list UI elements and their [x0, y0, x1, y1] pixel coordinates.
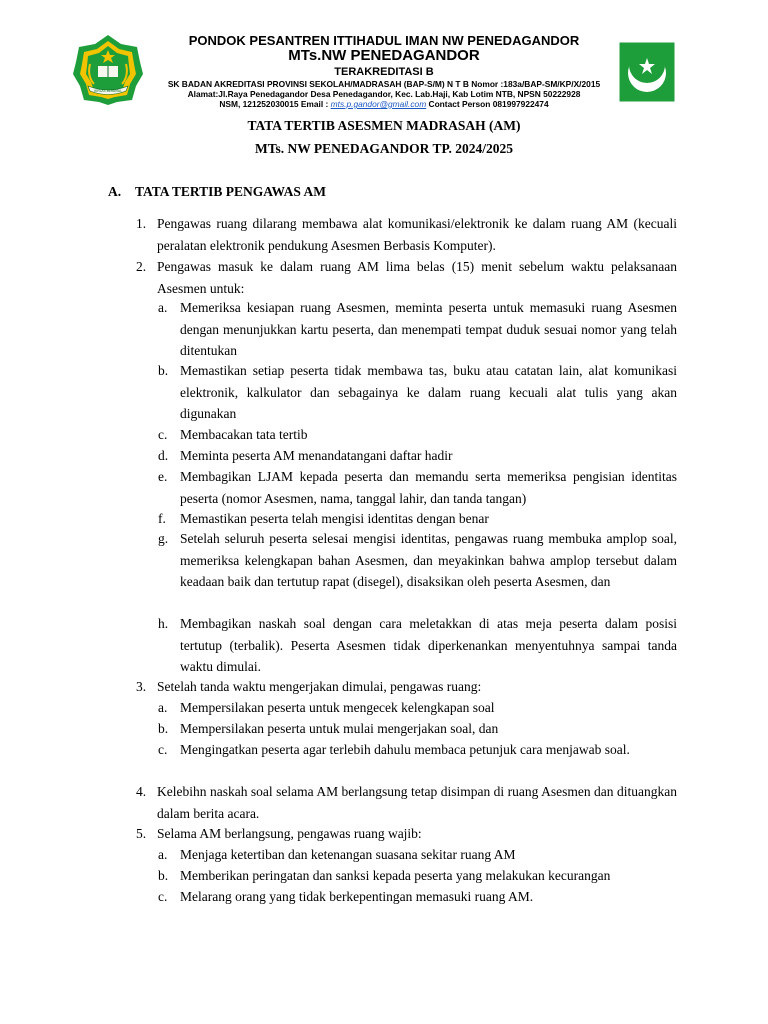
institution-name: PONDOK PESANTREN ITTIHADUL IMAN NW PENEDAGANDOR: [188, 33, 580, 48]
sub-item-letter: b.: [158, 363, 169, 378]
nw-crescent-star-flag-icon: [618, 41, 676, 103]
item-number: 4.: [136, 784, 147, 799]
sub-item-text: Membagikan LJAM kepada peserta dan memandu serta memeriksa pengisian identitas peserta (nomor Asesmen, nama, tanggal lahir, dan tanda tangan): [180, 469, 677, 506]
document-subtitle: MTs. NW PENEDAGANDOR TP. 2024/2025: [254, 141, 514, 156]
sub-item-text: Memastikan setiap peserta tidak membawa tas, buku atau catatan lain, alat komunikasi elektronik, kalkulator dan sebagainya ke dalam ruang kecuali alat tulis yang akan digunakan: [180, 363, 677, 421]
letterhead: [0, 0, 768, 112]
school-contact: [150, 100, 618, 110]
sub-item-text: Membagikan naskah soal dengan cara meletakkan di atas meja peserta dalam posisi tertutup (terbalik). Peserta Asesmen tidak diperkenankan menyentuhnya sampai tanda waktu dimulai.: [180, 616, 677, 674]
item-text: Selama AM berlangsung, pengawas ruang wajib:: [157, 826, 422, 841]
sub-item-letter: a.: [158, 700, 168, 715]
sub-item-text: Meminta peserta AM menandatangani daftar hadir: [180, 448, 453, 463]
sub-item-letter: d.: [158, 448, 169, 463]
school-name: MTs.NW PENEDAGANDOR: [288, 47, 480, 64]
item-number: 2.: [136, 259, 147, 274]
sub-item-text: Menjaga ketertiban dan ketenangan suasana sekitar ruang AM: [180, 847, 516, 862]
sub-item-text: Mengingatkan peserta agar terlebih dahulu membaca petunjuk cara menjawab soal.: [180, 742, 630, 757]
sub-item-letter: a.: [158, 300, 168, 315]
item-number: 1.: [136, 216, 147, 231]
sub-item-letter: b.: [158, 868, 169, 883]
nsm-text: NSM, 121252030015 Email :: [219, 99, 331, 109]
sub-item-letter: g.: [158, 531, 169, 546]
sub-item-letter: c.: [158, 742, 168, 757]
section-title: TATA TERTIB PENGAWAS AM: [135, 184, 326, 199]
letterhead-text: [150, 34, 618, 110]
contact-person-text: Contact Person 081997922474: [426, 99, 549, 109]
item-number: 3.: [136, 679, 147, 694]
sub-item-letter: h.: [158, 616, 169, 631]
item-text: Pengawas masuk ke dalam ruang AM lima belas (15) menit sebelum waktu pelaksanaan Asesmen untuk:: [157, 259, 677, 296]
section-letter: A.: [108, 184, 122, 199]
sub-item-text: Setelah seluruh peserta selesai mengisi identitas, pengawas ruang membuka amplop soal, memeriksa kelengkapan bahan Asesmen, dan meyakinkan bahwa amplop tersebut dalam keadaan baik dan tertutup rapat (disegel), disaksikan oleh peserta Asesmen, dan: [180, 531, 677, 589]
sub-item-text: Membacakan tata tertib: [180, 427, 308, 442]
sub-item-text: Melarang orang yang tidak berkepentingan memasuki ruang AM.: [180, 889, 534, 904]
sub-item-text: Memberikan peringatan dan sanksi kepada peserta yang melakukan kecurangan: [180, 868, 611, 883]
sub-item-text: Memeriksa kesiapan ruang Asesmen, meminta peserta untuk memasuki ruang Asesmen dengan menunjukkan kartu peserta, dan menempati tempat duduk sesuai nomor yang telah ditentukan: [180, 300, 677, 358]
item-number: 5.: [136, 826, 147, 841]
school-address: Alamat:Jl.Raya Penedagandor Desa Penedagandor, Kec. Lab.Haji, Kab Lotim NTB, NPSN 50222928: [187, 89, 581, 99]
logo-ribbon-text: IKHLAS BERAMAL: [94, 89, 122, 93]
sub-item-letter: e.: [158, 469, 168, 484]
kemenag-emblem-icon: [72, 34, 144, 106]
section-heading: [108, 184, 326, 200]
accreditation-decree: SK BADAN AKREDITASI PROVINSI SEKOLAH/MADRASAH (BAP-S/M) N T B Nomor :183a/BAP-SM/KP/X/2015: [167, 79, 601, 89]
sub-item-letter: f.: [158, 511, 166, 526]
accreditation-status: TERAKREDITASI B: [334, 66, 434, 78]
email-link[interactable]: mts.p.gandor@gmail.com: [330, 99, 427, 109]
sub-item-letter: c.: [158, 427, 168, 442]
item-text: Setelah tanda waktu mengerjakan dimulai, pengawas ruang:: [157, 679, 482, 694]
sub-item-text: Memastikan peserta telah mengisi identitas dengan benar: [180, 511, 489, 526]
document-title: TATA TERTIB ASESMEN MADRASAH (AM): [247, 118, 521, 133]
item-text: Kelebihn naskah soal selama AM berlangsung tetap disimpan di ruang Asesmen dan dituangkan dalam berita acara.: [157, 784, 677, 821]
sub-item-letter: a.: [158, 847, 168, 862]
sub-item-letter: b.: [158, 721, 169, 736]
sub-item-text: Mempersilakan peserta untuk mulai mengerjakan soal, dan: [180, 721, 499, 736]
sub-item-text: Mempersilakan peserta untuk mengecek kelengkapan soal: [180, 700, 495, 715]
sub-item-letter: c.: [158, 889, 168, 904]
item-text: Pengawas ruang dilarang membawa alat komunikasi/elektronik ke dalam ruang AM (kecuali peralatan elektronik pendukung Asesmen Berbasis Komputer).: [157, 216, 677, 253]
